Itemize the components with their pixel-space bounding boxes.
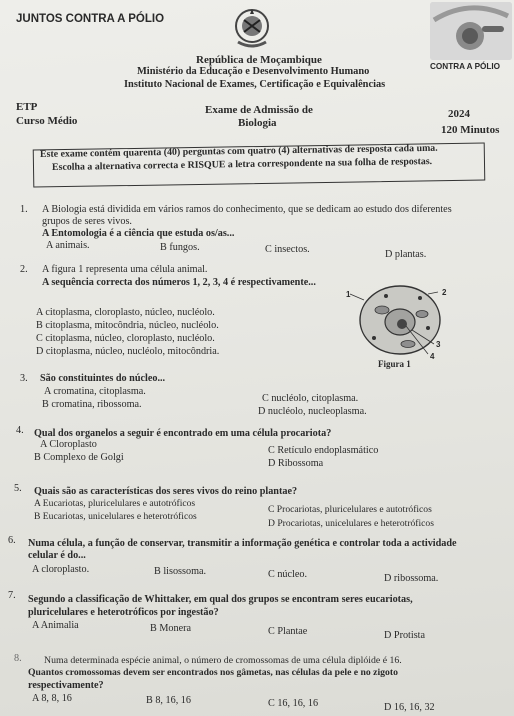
question-8-stem-2: respectivamente? xyxy=(28,680,104,691)
question-8-intro: Numa determinada espécie animal, o número de cromossomas de uma célula diplóide é 16. xyxy=(44,655,402,666)
question-4-option-d[interactable]: D Ribossoma xyxy=(268,458,324,469)
question-2-option-b[interactable]: B citoplasma, mitocôndria, núcleo, nucléolo. xyxy=(36,320,219,331)
question-5-option-c[interactable]: C Procariotas, pluricelulares e autotróficos xyxy=(268,504,432,515)
question-7-option-c[interactable]: C Plantae xyxy=(268,626,308,637)
ministry-title: Ministério da Educação e Desenvolvimento Humano xyxy=(137,66,370,77)
question-3-number: 3. xyxy=(20,373,28,384)
question-7-option-b[interactable]: B Monera xyxy=(150,623,192,634)
question-6-number: 6. xyxy=(8,535,16,546)
question-7-option-a[interactable]: A Animalia xyxy=(32,620,79,631)
question-6-stem: Numa célula, a função de conservar, transmitir a informação genética e controlar toda a actividade xyxy=(28,538,457,549)
figure-label-2: 2 xyxy=(442,288,447,297)
question-5-number: 5. xyxy=(14,483,22,494)
question-2-option-d[interactable]: D citoplasma, núcleo, nucléolo, mitocôndria. xyxy=(36,346,220,357)
question-1-option-d[interactable]: D plantas. xyxy=(385,249,427,260)
etp-label: ETP xyxy=(16,101,38,113)
question-4-number: 4. xyxy=(16,425,24,436)
question-4-option-c[interactable]: C Retículo endoplasmático xyxy=(268,445,379,456)
question-6-option-b[interactable]: B lisossoma. xyxy=(154,566,207,577)
question-1-option-c[interactable]: C insectos. xyxy=(265,244,310,255)
polio-campaign-photo xyxy=(430,2,512,60)
question-1-intro-2: grupos de seres vivos. xyxy=(42,216,132,227)
question-6-option-d[interactable]: D ribossoma. xyxy=(384,573,439,584)
figure-label-3: 3 xyxy=(436,340,441,349)
question-7-number: 7. xyxy=(8,590,16,601)
question-4-option-a[interactable]: A Cloroplasto xyxy=(40,439,97,450)
question-6-option-c[interactable]: C núcleo. xyxy=(268,569,308,580)
question-7-stem: Segundo a classificação de Whittaker, em qual dos grupos se encontram seres eucariotas, xyxy=(28,594,413,605)
institute-title: Instituto Nacional de Exames, Certificação e Equivalências xyxy=(124,79,386,90)
question-1-intro: A Biologia está dividida em vários ramos do conhecimento, que se dedicam ao estudo dos diferentes xyxy=(42,204,452,215)
duration-label: 120 Minutos xyxy=(441,124,500,136)
campaign-right-label: CONTRA A PÓLIO xyxy=(430,62,501,71)
year-label: 2024 xyxy=(448,108,470,120)
course-label: Curso Médio xyxy=(16,115,78,127)
question-8-stem: Quantos cromossomas devem ser encontrados nos gâmetas, nas células da pele e no zigoto xyxy=(28,667,398,678)
question-2-intro: A figura 1 representa uma célula animal. xyxy=(42,264,208,275)
subject-label: Biologia xyxy=(238,117,277,129)
question-5-option-d[interactable]: D Procariotas, unicelulares e heterotróficos xyxy=(268,518,434,529)
question-3-option-b[interactable]: B cromatina, ribossoma. xyxy=(42,399,142,410)
question-3-stem: São constituintes do núcleo... xyxy=(40,373,166,384)
question-4-stem: Qual dos organelos a seguir é encontrado em uma célula procariota? xyxy=(34,428,332,439)
question-5-option-b[interactable]: B Eucariotas, unicelulares e heterotróficos xyxy=(34,511,197,522)
question-1-number: 1. xyxy=(20,204,28,215)
question-7-stem-2: pluricelulares e heterotróficos por ingestão? xyxy=(28,607,219,618)
question-2-number: 2. xyxy=(20,264,28,275)
figure-label-4: 4 xyxy=(430,352,435,361)
question-6-option-a[interactable]: A cloroplasto. xyxy=(32,564,90,575)
question-2-option-c[interactable]: C citoplasma, núcleo, cloroplasto, nucléolo. xyxy=(36,333,215,344)
question-4-option-b[interactable]: B Complexo de Golgi xyxy=(34,452,124,463)
question-8-number: 8. xyxy=(14,653,22,664)
question-3-option-a[interactable]: A cromatina, citoplasma. xyxy=(44,386,146,397)
figure-label-1: 1 xyxy=(346,290,351,299)
question-8-option-d[interactable]: D 16, 16, 32 xyxy=(384,702,435,713)
question-8-option-a[interactable]: A 8, 8, 16 xyxy=(32,693,72,704)
question-1-option-a[interactable]: A animais. xyxy=(46,240,90,251)
question-8-option-c[interactable]: C 16, 16, 16 xyxy=(268,698,319,709)
question-2-stem: A sequência correcta dos números 1, 2, 3, 4 é respectivamente... xyxy=(42,277,316,288)
question-1-stem: A Entomologia é a ciência que estuda os/as... xyxy=(42,228,235,239)
instructions-line-2: Escolha a alternativa correcta e RISQUE a letra correspondente na sua folha de respostas. xyxy=(51,156,433,173)
exam-title: Exame de Admissão de xyxy=(205,104,313,116)
question-5-option-a[interactable]: A Eucariotas, pluricelulares e autotróficos xyxy=(34,498,196,509)
campaign-title: JUNTOS CONTRA A PÓLIO xyxy=(16,13,165,25)
question-1-option-b[interactable]: B fungos. xyxy=(160,242,200,253)
question-6-stem-2: celular é do... xyxy=(28,550,86,561)
mozambique-emblem-icon xyxy=(232,6,272,50)
question-5-stem: Quais são as características dos seres vivos do reino plantae? xyxy=(34,486,298,497)
question-7-option-d[interactable]: D Protista xyxy=(384,630,426,641)
instructions-line-1: Este exame contém quarenta (40) perguntas com quatro (4) alternativas de resposta cada uma. xyxy=(39,142,438,160)
question-3-option-d[interactable]: D nucléolo, nucleoplasma. xyxy=(258,406,367,417)
question-2-option-a[interactable]: A citoplasma, cloroplasto, núcleo, nucléolo. xyxy=(36,307,215,318)
question-8-option-b[interactable]: B 8, 16, 16 xyxy=(146,695,191,706)
question-3-option-c[interactable]: C nucléolo, citoplasma. xyxy=(262,393,359,404)
republic-title: República de Moçambique xyxy=(196,54,322,66)
figure-caption: Figura 1 xyxy=(378,359,411,369)
